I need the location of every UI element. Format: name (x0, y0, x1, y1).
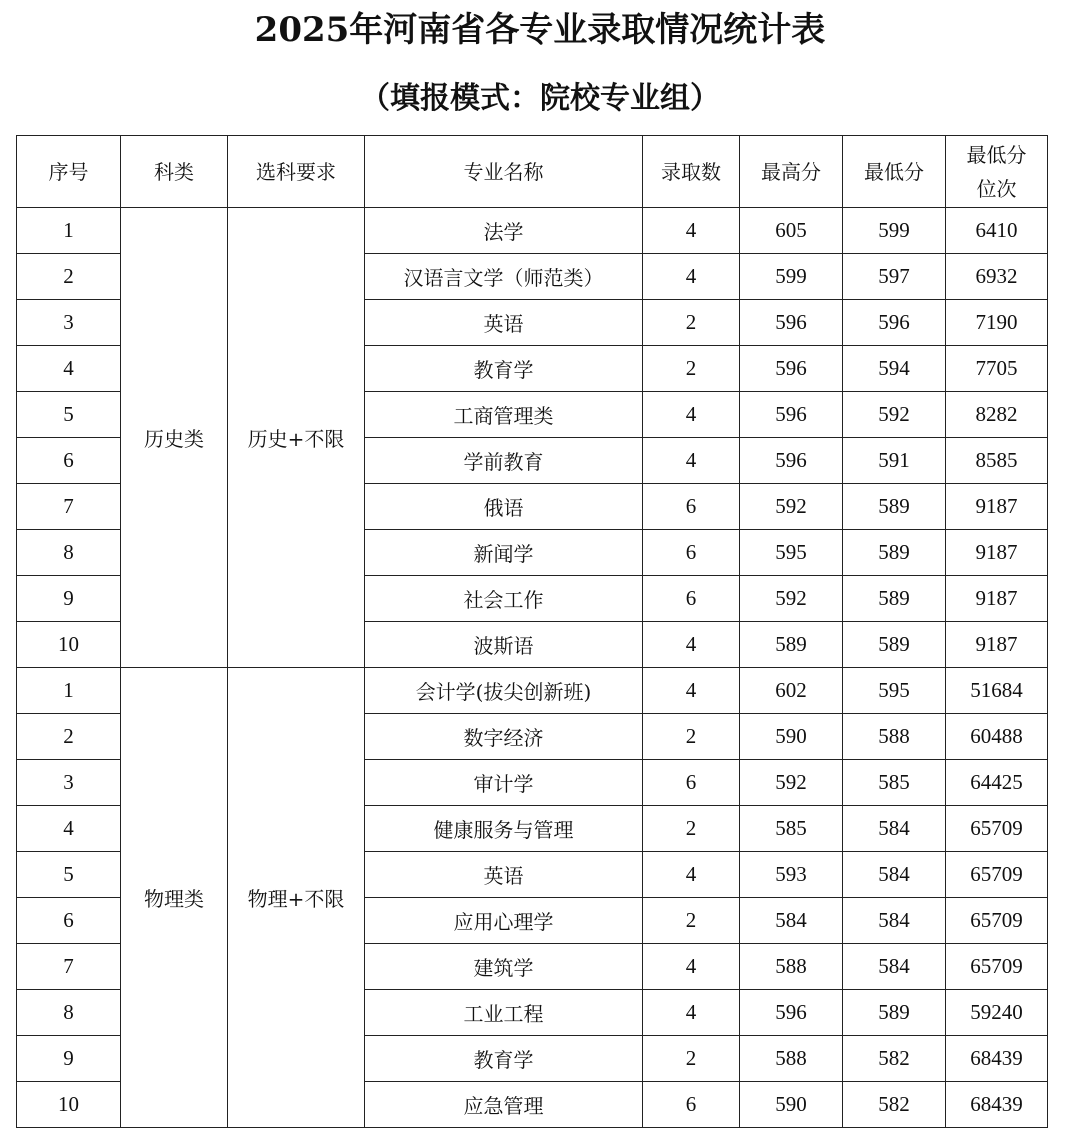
cell-max-score: 596 (740, 300, 843, 346)
header-min-rank-line1: 最低分 (966, 142, 1027, 167)
cell-major: 教育学 (365, 1036, 643, 1082)
cell-min-rank: 68439 (946, 1082, 1048, 1128)
cell-major: 会计学(拔尖创新班) (365, 668, 643, 714)
header-category: 科类 (121, 136, 228, 208)
cell-index: 8 (17, 990, 121, 1036)
cell-max-score: 592 (740, 760, 843, 806)
cell-max-score: 592 (740, 484, 843, 530)
cell-min-rank: 65709 (946, 944, 1048, 990)
cell-major: 应用心理学 (365, 898, 643, 944)
cell-index: 10 (17, 1082, 121, 1128)
cell-major: 俄语 (365, 484, 643, 530)
cell-min-score: 594 (843, 346, 946, 392)
cell-index: 3 (17, 760, 121, 806)
cell-max-score: 588 (740, 1036, 843, 1082)
cell-max-score: 585 (740, 806, 843, 852)
header-major: 专业名称 (365, 136, 643, 208)
cell-min-score: 582 (843, 1036, 946, 1082)
cell-min-rank: 9187 (946, 622, 1048, 668)
cell-min-score: 592 (843, 392, 946, 438)
cell-index: 4 (17, 806, 121, 852)
cell-min-score: 589 (843, 576, 946, 622)
cell-min-score: 584 (843, 806, 946, 852)
cell-min-rank: 51684 (946, 668, 1048, 714)
cell-max-score: 593 (740, 852, 843, 898)
cell-min-score: 589 (843, 484, 946, 530)
cell-category: 历史类 (121, 208, 228, 668)
cell-max-score: 595 (740, 530, 843, 576)
cell-index: 4 (17, 346, 121, 392)
cell-major: 社会工作 (365, 576, 643, 622)
cell-count: 2 (643, 300, 740, 346)
cell-min-score: 585 (843, 760, 946, 806)
cell-major: 工商管理类 (365, 392, 643, 438)
cell-index: 8 (17, 530, 121, 576)
cell-major: 工业工程 (365, 990, 643, 1036)
cell-index: 2 (17, 714, 121, 760)
cell-max-score: 592 (740, 576, 843, 622)
cell-count: 4 (643, 944, 740, 990)
cell-index: 7 (17, 944, 121, 990)
page-subtitle: （填报模式：院校专业组） (360, 81, 720, 116)
cell-min-score: 584 (843, 852, 946, 898)
cell-major: 审计学 (365, 760, 643, 806)
cell-major: 学前教育 (365, 438, 643, 484)
cell-count: 6 (643, 576, 740, 622)
cell-max-score: 589 (740, 622, 843, 668)
cell-min-score: 595 (843, 668, 946, 714)
cell-min-score: 589 (843, 530, 946, 576)
cell-index: 1 (17, 668, 121, 714)
cell-index: 6 (17, 438, 121, 484)
admission-table (16, 135, 1048, 1128)
cell-count: 4 (643, 622, 740, 668)
cell-count: 6 (643, 484, 740, 530)
cell-count: 2 (643, 898, 740, 944)
cell-count: 6 (643, 1082, 740, 1128)
cell-min-rank: 65709 (946, 898, 1048, 944)
header-requirement: 选科要求 (228, 136, 365, 208)
cell-major: 健康服务与管理 (365, 806, 643, 852)
header-min-score: 最低分 (843, 136, 946, 208)
cell-major: 波斯语 (365, 622, 643, 668)
cell-count: 4 (643, 990, 740, 1036)
cell-major: 数字经济 (365, 714, 643, 760)
cell-min-rank: 8282 (946, 392, 1048, 438)
cell-min-rank: 9187 (946, 484, 1048, 530)
cell-major: 英语 (365, 852, 643, 898)
cell-major: 应急管理 (365, 1082, 643, 1128)
cell-index: 3 (17, 300, 121, 346)
table-row (17, 668, 1048, 714)
cell-max-score: 588 (740, 944, 843, 990)
cell-count: 2 (643, 346, 740, 392)
cell-max-score: 605 (740, 208, 843, 254)
cell-min-rank: 7705 (946, 346, 1048, 392)
cell-min-score: 589 (843, 622, 946, 668)
cell-min-rank: 68439 (946, 1036, 1048, 1082)
cell-count: 4 (643, 438, 740, 484)
table-body (17, 208, 1048, 1128)
cell-min-score: 582 (843, 1082, 946, 1128)
header-max-score: 最高分 (740, 136, 843, 208)
cell-index: 9 (17, 1036, 121, 1082)
cell-major: 新闻学 (365, 530, 643, 576)
cell-max-score: 599 (740, 254, 843, 300)
cell-count: 6 (643, 760, 740, 806)
cell-count: 4 (643, 852, 740, 898)
cell-index: 6 (17, 898, 121, 944)
cell-max-score: 596 (740, 346, 843, 392)
cell-requirement: 历史+不限 (228, 208, 365, 668)
cell-min-score: 596 (843, 300, 946, 346)
cell-index: 9 (17, 576, 121, 622)
cell-min-score: 599 (843, 208, 946, 254)
cell-max-score: 596 (740, 438, 843, 484)
cell-major: 汉语言文学（师范类） (365, 254, 643, 300)
cell-min-score: 584 (843, 944, 946, 990)
cell-min-score: 597 (843, 254, 946, 300)
cell-index: 5 (17, 392, 121, 438)
cell-index: 7 (17, 484, 121, 530)
cell-min-rank: 59240 (946, 990, 1048, 1036)
header-min-rank-line2: 位次 (976, 176, 1017, 201)
cell-index: 5 (17, 852, 121, 898)
page-title: 2025年河南省各专业录取情况统计表 (254, 10, 826, 50)
cell-major: 英语 (365, 300, 643, 346)
cell-max-score: 596 (740, 990, 843, 1036)
cell-min-rank: 64425 (946, 760, 1048, 806)
header-index: 序号 (17, 136, 121, 208)
header-row (17, 136, 1048, 208)
cell-count: 2 (643, 806, 740, 852)
cell-min-rank: 6410 (946, 208, 1048, 254)
table-header (17, 136, 1048, 208)
table-row (17, 208, 1048, 254)
cell-min-score: 589 (843, 990, 946, 1036)
cell-count: 6 (643, 530, 740, 576)
cell-min-rank: 9187 (946, 530, 1048, 576)
cell-max-score: 590 (740, 714, 843, 760)
cell-max-score: 596 (740, 392, 843, 438)
header-count: 录取数 (643, 136, 740, 208)
cell-min-rank: 8585 (946, 438, 1048, 484)
cell-category: 物理类 (121, 668, 228, 1128)
cell-max-score: 602 (740, 668, 843, 714)
header-min-rank (946, 136, 1048, 208)
cell-index: 10 (17, 622, 121, 668)
cell-min-score: 591 (843, 438, 946, 484)
cell-min-score: 584 (843, 898, 946, 944)
cell-requirement: 物理+不限 (228, 668, 365, 1128)
cell-min-rank: 65709 (946, 806, 1048, 852)
cell-index: 2 (17, 254, 121, 300)
cell-major: 法学 (365, 208, 643, 254)
cell-major: 建筑学 (365, 944, 643, 990)
cell-min-rank: 60488 (946, 714, 1048, 760)
cell-max-score: 584 (740, 898, 843, 944)
cell-max-score: 590 (740, 1082, 843, 1128)
cell-count: 2 (643, 1036, 740, 1082)
cell-min-rank: 6932 (946, 254, 1048, 300)
cell-count: 4 (643, 668, 740, 714)
cell-min-rank: 65709 (946, 852, 1048, 898)
cell-min-rank: 9187 (946, 576, 1048, 622)
cell-count: 4 (643, 392, 740, 438)
cell-count: 2 (643, 714, 740, 760)
cell-index: 1 (17, 208, 121, 254)
cell-major: 教育学 (365, 346, 643, 392)
cell-min-rank: 7190 (946, 300, 1048, 346)
cell-count: 4 (643, 208, 740, 254)
cell-min-score: 588 (843, 714, 946, 760)
cell-count: 4 (643, 254, 740, 300)
